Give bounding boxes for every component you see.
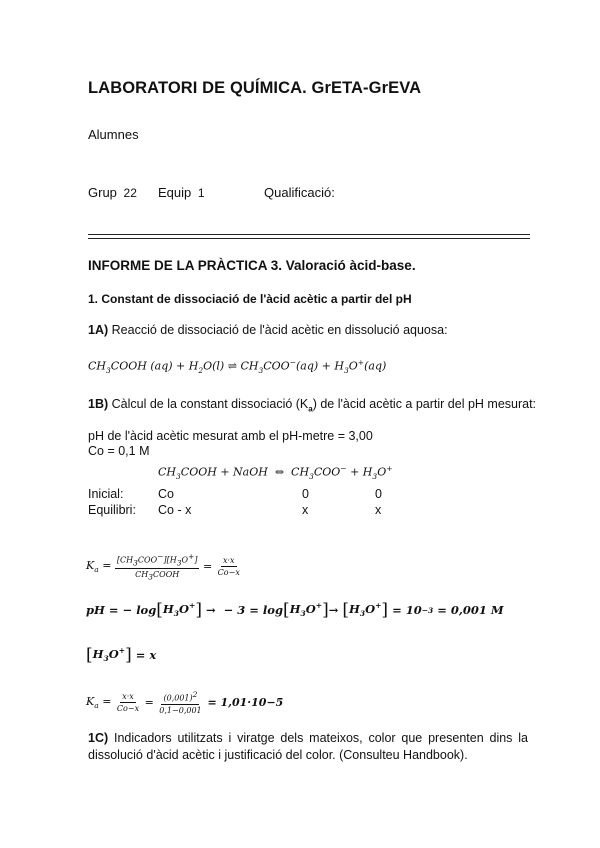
grade-label: Qualificació:: [264, 185, 335, 200]
question-1c-label: 1C): [88, 731, 109, 745]
question-1a: [88, 323, 448, 337]
question-1b-text-end: ) de l'àcid acètic a partir del pH mesurat:: [312, 397, 537, 411]
ice-equilibrium-value: x: [375, 503, 382, 517]
ka-result-exponent: −5: [266, 695, 284, 709]
h3o-equals-x: [ $H_3O^+$ ] = x: [86, 645, 157, 665]
document-title: LABORATORI DE QUÍMICA. GrETA-GrEVA: [88, 79, 422, 97]
question-1a-label: 1A): [88, 323, 109, 337]
section-1-title: 1. Constant de dissociació de l'àcid acètic a partir del pH: [88, 292, 412, 306]
ka-result-text: = 1,01·10: [207, 695, 267, 709]
question-1b-subscript: a: [308, 404, 313, 414]
divider-line-top: [88, 234, 530, 235]
students-label: Alumnes: [88, 127, 139, 142]
question-1b-label: 1B): [88, 397, 109, 411]
team-value: 1: [197, 186, 205, 200]
ice-equilibrium-value: x: [302, 503, 309, 517]
question-1c: [88, 730, 528, 764]
report-title: INFORME DE LA PRÀCTICA 3. Valoració àcid-base.: [88, 258, 416, 273]
question-1b-text-start: Càlcul de la constant dissociació (K: [111, 397, 309, 411]
initial-concentration-line: Co = 0,1 M: [88, 444, 150, 458]
team-field: [158, 185, 205, 200]
ice-initial-value: 0: [375, 487, 382, 501]
ph-result-exponent: −3: [421, 605, 434, 615]
ph-result-text: = 10: [392, 603, 422, 617]
ice-initial-label: Inicial:: [88, 487, 124, 501]
question-1c-text: Indicadors utilitzats i viratge dels mateixos, color que presenten dins la dissolució d'àcid acètic i justificació del color. (Consulteu Handbook).: [88, 731, 528, 762]
ice-initial-value: 0: [302, 487, 309, 501]
ice-equation: $CH_3COOH$ + NaOH ⇔ $CH_3COO^- + H_3O^+$: [158, 464, 393, 481]
ph-measured-line: pH de l'àcid acètic mesurat amb el pH-metre = 3,00: [88, 429, 373, 443]
divider-line-bottom: [88, 238, 530, 239]
ice-equilibrium-label: Equilibri:: [88, 503, 136, 517]
ice-equilibrium-value: Co - x: [158, 503, 192, 517]
question-1b: [88, 397, 536, 414]
ka-expression: $K_a$ = $\frac{[CH_3COO^-][H_3O^+]}{CH_3COOH}$ = $\frac{x\cdot x}{Co-x}$: [86, 552, 240, 582]
ka-numeric-calculation: $K_a$ = $\frac{x\cdot x}{Co-x}$ = $\frac{(0,001)^2}{0,1-0,001}$ = 1,01·10 −5: [86, 690, 284, 715]
ph-equation: pH = − log [ $H_3O^+$ ] → − 3 = log [ $H_3O^+$ ] → [ $H_3O^+$ ] = 10 −3 = 0,001 M: [86, 600, 504, 620]
team-label: Equip: [158, 185, 192, 200]
ph-result-value: = 0,001 M: [437, 603, 504, 617]
group-label: Grup: [88, 185, 117, 200]
ice-initial-value: Co: [158, 487, 174, 501]
group-value: 22: [123, 186, 137, 200]
dissociation-equation: $CH_3COOH$ $(aq) + H_2O(l)$ ⇌ $CH_3COO^-(aq) + H_3O^+(aq)$: [88, 358, 387, 375]
group-field: [88, 185, 137, 200]
question-1a-text: Reacció de dissociació de l'àcid acètic en dissolució aquosa:: [111, 323, 448, 337]
